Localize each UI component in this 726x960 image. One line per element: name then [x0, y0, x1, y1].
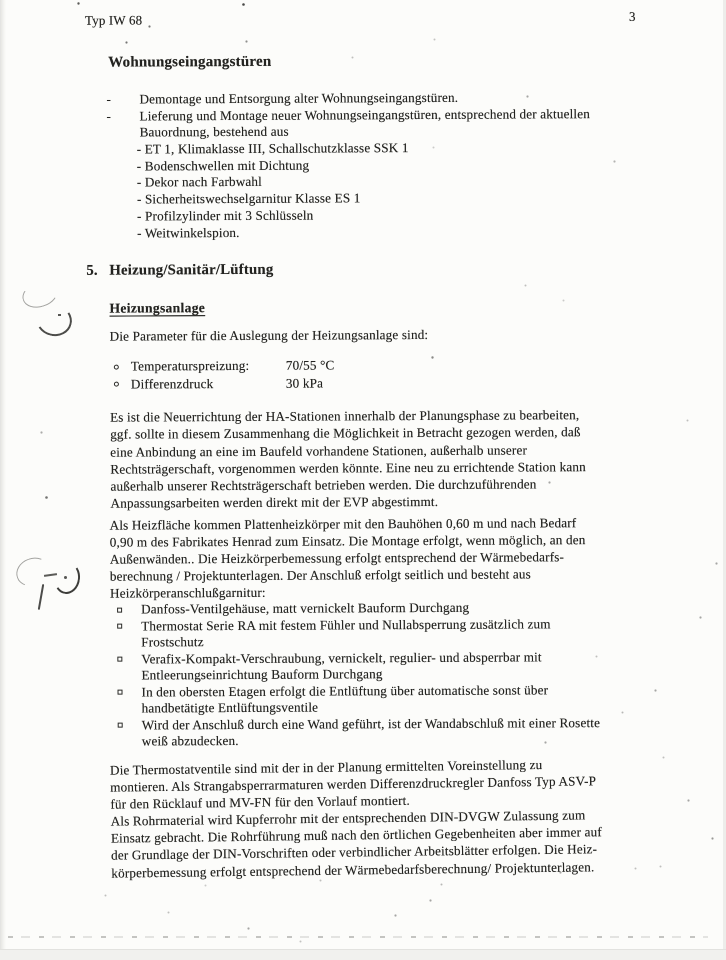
text-line: - Bodenschwellen mit Dichtung [136, 157, 310, 174]
parameter-row [114, 374, 335, 393]
circle-bullet-icon [114, 382, 119, 387]
page-number: 3 [628, 8, 636, 24]
square-bullet-icon [117, 657, 122, 662]
paragraph-ha-stationen [110, 406, 586, 512]
text-line: Lieferung und Montage neuer Wohnungseingangstüren, entsprechend der aktuellen [139, 105, 590, 124]
list-item [118, 715, 601, 751]
garnitur-list [117, 599, 600, 750]
square-bullet-icon [117, 607, 122, 612]
text-line: Einsatz gebracht. Die Rohrführung muß nach den örtlichen Gegebenheiten aber immer auf [110, 824, 602, 847]
dash-marker: - [106, 91, 112, 107]
square-bullet-icon [118, 690, 123, 695]
parameter-label: Temperaturspreizung: [130, 357, 250, 374]
text-line: der Grundlage der DIN-Vorschriften oder verbindlicher Arbeitsblätter erfolgen. Die Heiz- [111, 841, 598, 864]
text-line: Frostschutz [141, 634, 204, 650]
list-item-text [139, 90, 458, 108]
doors-sublist [137, 140, 409, 242]
intro-text: Die Parameter für die Auslegung der Heizungsanlage sind: [109, 326, 429, 344]
text-line: ggf. sollte in diesem Zusammenhang die Möglichkeit in Betracht gezogen werden, daß [110, 424, 581, 442]
parameter-label: Differenzdruck [130, 375, 214, 392]
section-title: Heizung/Sanitär/Lüftung [109, 261, 274, 279]
text-line: Als Heizfläche kommen Plattenheizkörper mit den Bauhöhen 0,60 m und nach Bedarf [109, 515, 577, 533]
scan-bottom-band [0, 949, 726, 960]
text-line: - ET 1, Klimaklasse III, Schallschutzklasse SSK 1 [136, 140, 409, 157]
parameter-value: 30 kPa [285, 375, 324, 391]
text-line: - Weitwinkelspion. [137, 224, 240, 241]
text-line: Es ist die Neuerrichtung der HA-Stationen innerhalb der Planungsphase zu bearbeiten, [110, 407, 580, 425]
text-line: Außenwänden.. Die Heizkörperbemessung erfolgt entsprechend der Wärmebedarfs- [109, 549, 565, 567]
text-line: handbetätigte Entlüftungsventile [141, 699, 319, 716]
paragraph-heizflaeche [110, 515, 586, 602]
text-line: berechnung / Projektunterlagen. Der Anschluß erfolgt seitlich und besteht aus [109, 566, 531, 584]
text-line: montieren. Als Strangabsperrarmaturen werden Differenzdruckregler Danfoss Typ ASV-P [110, 773, 597, 795]
parameter-value: 70/55 °C [285, 357, 335, 373]
list-item [117, 682, 600, 718]
text-line: Demontage und Entsorgung alter Wohnungseingangstüren. [139, 89, 459, 107]
text-line: Danfoss-Ventilgehäuse, matt vernickelt Bauform Durchgang [141, 599, 470, 617]
text-line: außerhalb unserer Rechtsträgerschaft betrieben werden. Die durchzuführenden [110, 476, 537, 494]
text-line: eine Anbindung an eine im Baufeld vorhandene Stationen, außerhalb unserer [110, 442, 527, 460]
text-line: für den Rücklauf und MV-FN für den Vorlauf montiert. [110, 792, 410, 812]
heading-wohnungseingangstueren: Wohnungseingangstüren [108, 53, 272, 71]
text-line: Die Thermostatventile sind mit der in der Planung ermittelten Voreinstellung zu [109, 756, 543, 778]
text-line: - Dekor nach Farbwahl [136, 174, 262, 190]
subheading-heizungsanlage: Heizungsanlage [109, 300, 206, 316]
text-line: - Sicherheitswechselgarnitur Klasse ES 1 [136, 190, 361, 207]
doors-list [106, 89, 590, 142]
text-line: Wird der Anschluß durch eine Wand geführt, ist der Wandabschluß mit einer Rosette [141, 714, 601, 732]
list-item [106, 106, 590, 142]
list-item-text [141, 600, 469, 618]
list-item [117, 649, 600, 685]
circle-bullet-icon [114, 364, 119, 369]
square-bullet-icon [117, 624, 122, 629]
dash-marker: - [106, 108, 112, 124]
text-line: In den obersten Etagen erfolgt die Entlüftung über automatische sonst über [141, 681, 549, 699]
list-item-text [141, 649, 542, 684]
text-line: weiß abzudecken. [141, 732, 239, 749]
square-bullet-icon [118, 723, 123, 728]
doc-type-label: Typ IW 68 [84, 12, 143, 28]
text-line: Thermostat Serie RA mit festem Fühler und Nullabsperrung zusätzlich zum [141, 615, 551, 633]
text-line: Als Rohrmaterial wird Kupferrohr mit der entsprechenden DIN-DVGW Zulassung zum [110, 807, 586, 829]
list-item-text [141, 682, 548, 717]
list-item-text [139, 106, 590, 142]
text-line: Verafix-Kompakt-Verschraubung, vernickelt, regulier- und absperrbar mit [141, 648, 542, 666]
scan-artifact-line [8, 936, 708, 938]
text-line: Heizkörperanschlußgarnitur: [109, 584, 266, 601]
text-line: 0,90 m des Fabrikates Henrad zum Einsatz. Die Montage erfolgt, wenn möglich, an den [109, 532, 586, 550]
text-line: Anpassungsarbeiten werden direkt mit der EVP abgestimmt. [110, 494, 439, 512]
list-item-text [142, 715, 601, 750]
section-number: 5. [86, 262, 98, 279]
text-line: Bauordnung, bestehend aus [139, 124, 289, 140]
heading-heizung-sanitaer-lueftung [86, 262, 273, 280]
list-item-text [141, 616, 551, 651]
parameter-row [114, 356, 335, 375]
parameter-list [114, 356, 335, 392]
paragraph-montage-rohrmaterial [110, 755, 603, 881]
list-item [117, 616, 600, 652]
text-line: Entleerungseinrichtung Bauform Durchgang [141, 666, 383, 683]
text-line: - Profilzylinder mit 3 Schlüsseln [136, 207, 314, 224]
text-line: Rechtsträgerschaft, vorgenommen werden könnte. Eine neu zu errichtende Station kann [110, 459, 586, 477]
text-line: körperbemessung erfolgt entsprechend der Wärmebedarfsberechnung/ Projektunterlagen. [111, 858, 595, 881]
